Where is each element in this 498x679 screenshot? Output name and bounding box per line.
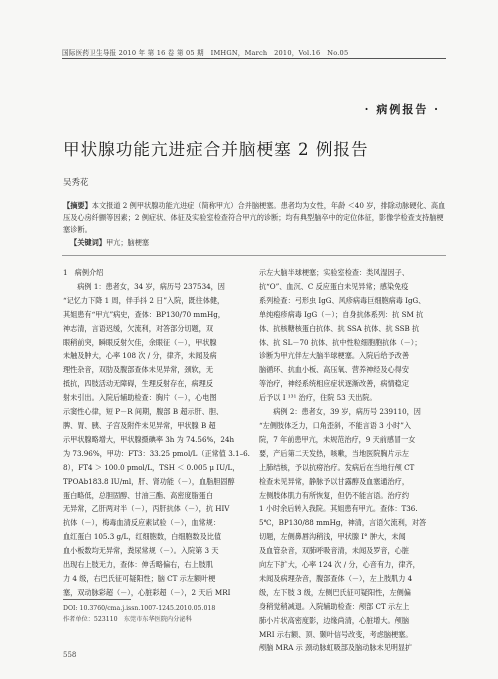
abstract-tag: 【摘要】: [63, 201, 92, 210]
section-label: · 病例报告 ·: [364, 103, 440, 116]
body-text-line: 5℃，BP130/88 mmHg，神清，言语欠流利，对答: [259, 518, 427, 528]
body-text-line: TPOAb183.8 IU/ml，肝、肾功能（－），血脂胆固醇: [63, 476, 235, 486]
body-text-line: 其姐患有“甲亢”病史，查体：BP130/70 mmHg，: [63, 309, 225, 319]
body-text-line: 院，7 年前患甲亢，未规范治疗，9 天前感冒一女: [259, 434, 416, 444]
body-text-line: 血小板数均无异常，粪尿常规（－）。入院第 3 天: [63, 546, 219, 556]
body-text-line: 理性杂音，双肋及腹部查体未见异常，颈软，无: [63, 365, 213, 375]
body-text-line: 肺小片状高密度影，边缘尚清，心脏增大。颅脑: [259, 615, 409, 625]
body-text-line: 左侧肢体肌力有所恢复，但仍不能言语。治疗约: [259, 490, 409, 500]
body-right-column: [259, 266, 446, 655]
abstract: [63, 200, 447, 236]
body-text-line: 蛋白略低，总胆固醇、甘油三酯、高密度脂蛋白: [63, 490, 213, 500]
body-text-line: 示甲状腺略增大，甲状腺摄碘率 3h 为 74.56%，24h: [63, 434, 235, 444]
body-text-line: 体、抗 SL－70 抗体、抗中性粒细胞胞抗体（－）；: [259, 337, 422, 347]
keywords-tag: 【关键词】: [70, 238, 106, 247]
body-text-line: 1 病例介绍: [63, 268, 104, 277]
body-text-line: 脑循环、抗血小板、高压氧、营养神经及心得安: [259, 365, 409, 375]
body-text-line: 要，产后第二天发热，咳嗽，当地医院胸片示左: [259, 448, 409, 458]
article-title: 甲状腺功能亢进症合并脑梗塞 2 例报告: [63, 140, 369, 159]
body-text-line: “左侧肢体乏力，口角歪斜，不能言语 3 小时”入: [259, 420, 412, 430]
body-text-line: 为 73.96%，甲功：FT3：33.25 pmol/L（正常值 3.1–6.: [63, 448, 250, 458]
body-text-line: 未闻及病理杂音，腹部查体（－），左上肢肌力 4: [259, 573, 413, 583]
body-text-line: 未触及肿大，心率 108 次 / 分，律齐，未闻及病: [63, 351, 217, 361]
body-text-line: 级，左下肢 3 级，左侧巴氏征可疑阳性，左侧偏: [259, 587, 411, 597]
body-text-line: 抗体（－），梅毒血清反应素试验（－），血常规：: [63, 518, 221, 528]
body-text-line: 单纯疱疹病毒 IgG（－）；自身抗体系列：抗 SM 抗: [259, 309, 424, 319]
body-text-line: 眼稍前突，瞬眼反射欠佳，余眼征（－），甲状腺: [63, 337, 217, 347]
body-text-line: 出现右上肢无力，查体：伸舌略偏右，右上肢肌: [63, 560, 213, 570]
running-header: 国际医药卫生导报 2010 年 第 16 卷 第 05 期 IMHGN，March 2010，Vol.16 No.05: [62, 49, 349, 57]
footnote: [63, 604, 215, 625]
body-text-line: 射未引出。入院后辅助检查：胸片（－），心电图: [63, 393, 217, 403]
body-text-line: 神志清，言语迟缓，欠流利，对答部分切题，双: [63, 323, 213, 333]
abstract-text: 本文报道 2 例甲状腺功能亢进症（简称甲亢）合并脑梗塞。患者均为女性，年龄 ＜40 岁，排除动脉硬化、高血压及心房纤颤等因素；2 例症状、体征及实验室检查符合甲亢的诊断；均有典型脑卒中的定位体征，影像学检查支持脑梗塞诊断。: [63, 201, 446, 234]
body-text-line: 诊断为甲亢伴左大脑半球梗塞。入院后给予改善: [259, 351, 409, 361]
body-text-line: 体、抗核糖核蛋白抗体、抗 SSA 抗体、抗 SSB 抗: [259, 323, 420, 333]
body-text-line: 8），FT4 ＞ 100.0 pmol/L，TSH ＜ 0.005 μ IU/L，: [63, 462, 240, 472]
body-text-line: 抗“O”、血沉、C 反应蛋白未见异常；感染免疫: [259, 281, 409, 291]
body-text-line: 血红蛋白 105.3 g/L，红细胞数，白细胞数及比值: [63, 532, 222, 542]
body-text-line: 抵抗，四肢活动无障碍，生理反射存在，病理反: [63, 379, 213, 389]
body-text-line: 及血管杂音，双肺呼吸音清，未闻及罗音，心脏: [259, 546, 409, 556]
body-text-line: 检查未见异常，静脉予以甘露醇及血塞通治疗，: [259, 476, 409, 486]
page-number: 558: [63, 651, 77, 659]
body-text-line: 脾、胃、胰、子宫及附件未见异常，甲状腺 B 超: [63, 420, 216, 430]
body-text-line: 切题，左侧鼻唇沟稍浅，甲状腺 I° 肿大，未闻: [259, 532, 406, 542]
body-left-column: [63, 266, 250, 600]
body-text-line: 病例 1：患者女，34 岁，病历号 237534，因: [63, 281, 225, 291]
body-text-line: 向左下扩大，心率 124 次 / 分，心音有力，律齐，: [259, 560, 420, 570]
body-text-line: 病例 2：患者女，39 岁，病历号 239110，因: [259, 407, 421, 417]
footnote-doi: DOI: 10.3760/cma.j.issn.1007-1245.2010.05.018: [63, 605, 216, 612]
body-text-line: 身稍觉稍减退。入院辅助检查：颅部 CT 示左上: [259, 601, 410, 611]
abstract-divider: [62, 255, 446, 256]
body-text-line: 上肺结核，予以抗痨治疗。发病后在当地行颅 CT: [259, 462, 415, 472]
body-text-line: 系列检查：弓形虫 IgG、风疹病毒巨细胞病毒 IgG、: [259, 295, 426, 305]
footnote-affiliation: 作者单位：523110 东莞市东华医院内分泌科: [63, 615, 192, 623]
body-text-line: 后予以 I ¹³¹ 治疗，住院 53 天出院。: [259, 393, 377, 403]
body-text-line: 1 小时余后转入我院。其姐患有甲亢。查体：T36.: [259, 504, 418, 514]
body-text-line: MRI 示右额、顶、颞叶信号改变，考虑脑梗塞。: [259, 629, 413, 639]
body-text-line: 示窦性心律，短 P－R 间期，腹部 B 超示肝、胆、: [63, 407, 224, 417]
body-text-line: 力 4 级，右巴氏征可疑阳性；脑 CT 示左额叶梗: [63, 573, 216, 583]
footnote-rule: [63, 599, 131, 600]
body-text-line: 颅脑 MRA 示 颈动脉虹吸部及脑动脉未见明显扩: [259, 643, 413, 653]
body-text-line: 塞，双动脉彩超（－），心脏彩超（－），2 天后 MRI: [63, 587, 231, 597]
body-text-line: 无异常，乙肝两对半（－），丙肝抗体（－），抗 HIV: [63, 504, 230, 514]
body-text-line: 示左大脑半球梗塞；实验室检查：类风湿因子、: [259, 268, 409, 277]
body-text-line: “记忆力下降 1 周，伴手抖 2 日”入院，既往体健，: [63, 295, 225, 305]
keywords: [70, 238, 149, 248]
article-author: 吴秀花: [63, 178, 89, 188]
keywords-text: 甲亢；脑梗塞: [105, 238, 150, 247]
header-rule: [62, 58, 446, 59]
body-text-line: 等治疗，神经系统相应症状逐渐改善，病情稳定: [259, 379, 409, 389]
